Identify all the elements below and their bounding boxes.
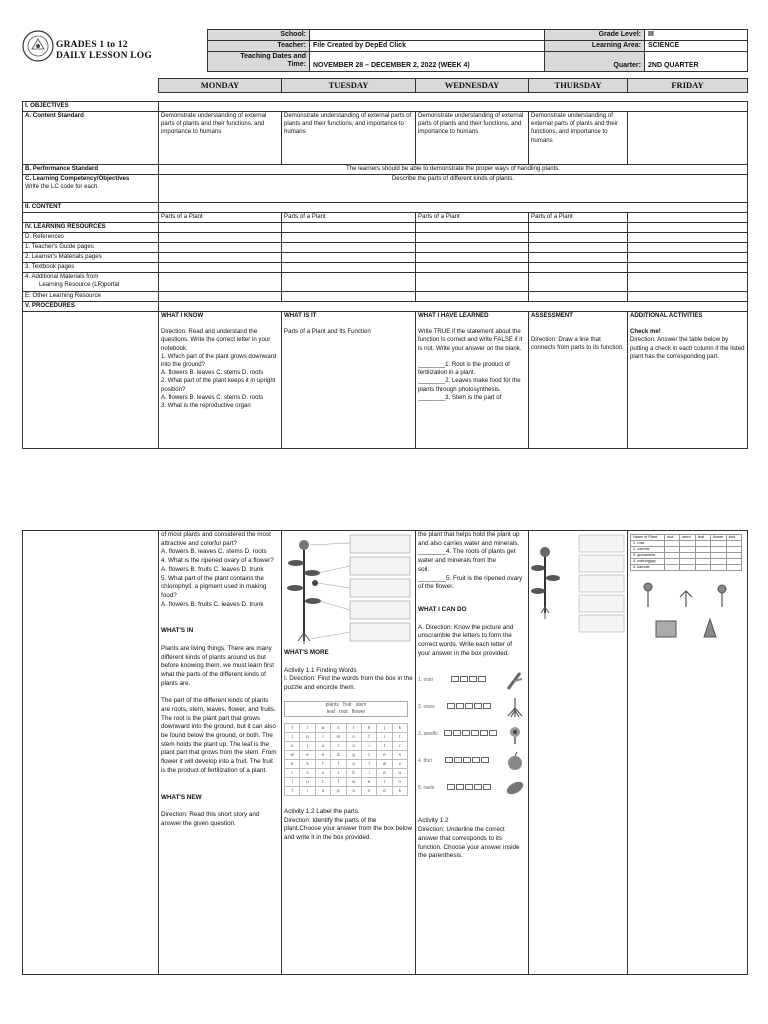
puzzle-cell: h <box>361 723 376 732</box>
puzzle-cell: e <box>315 750 330 759</box>
scramble-word: 3. awslfo <box>418 730 438 737</box>
content-standard-label: A. Content Standard <box>23 112 159 165</box>
plant-parts-diagram <box>284 533 412 645</box>
puzzle-cell: r <box>285 768 300 777</box>
puzzle-cell: n <box>346 732 361 741</box>
check-table-head: flower <box>711 535 726 541</box>
quarter-label: Quarter: <box>545 52 645 72</box>
puzzle-cell: v <box>392 759 407 768</box>
competency-label-1: C. Learning Competency/Objectives <box>25 175 130 182</box>
puzzle-cell: o <box>315 768 330 777</box>
am-label-2: Learning Resource (LR)portal <box>39 281 120 289</box>
log-title <box>56 40 152 62</box>
check-table-plant: 4. malunggay <box>631 559 665 565</box>
tb-label: 3. Textbook pages <box>23 263 159 273</box>
school-label: School: <box>208 30 310 41</box>
roots-picture-icon <box>504 696 526 718</box>
performance-standard-label: B. Performance Standard <box>23 165 159 175</box>
quarter-value: 2ND QUARTER <box>645 52 748 72</box>
proc-wed <box>416 312 529 449</box>
tg-label: 1. Teacher's Guide pages <box>23 243 159 253</box>
puzzle-cell: t <box>392 732 407 741</box>
grade-label: Grade Level: <box>545 30 645 41</box>
deped-seal-icon <box>22 29 54 63</box>
references-label: D. References <box>23 233 159 243</box>
proc-mon-body: Direction: Read and understand the questions. Write the correct letter in your notebook. 1. Which part of the plant grows downward into the ground? A. flowers B. leaves C. stems D. roots 2. What part of the plant keeps it in upright position? A. flowers B. leaves C. stems D. roots 3. What is the reproductive organ <box>161 328 277 410</box>
puzzle-cell: t <box>331 768 346 777</box>
objectives-heading: I. OBJECTIVES <box>23 102 159 112</box>
whats-in-head: WHAT'S IN <box>161 627 194 635</box>
content-mon: Parts of a Plant <box>159 213 282 223</box>
p2-wed-top: the plant that helps hold the plant up and also carries water and minerals. ________4. The roots of plants get water and minerals from the soil. ________5. Fruit is the ripened ovary of the flower. <box>418 531 523 591</box>
lesson-log-table <box>22 101 748 449</box>
puzzle-cell: i <box>300 786 315 795</box>
check-table-plant: 3. gumamela <box>631 553 665 559</box>
puzzle-cell: k <box>392 786 407 795</box>
puzzle-cell: k <box>392 723 407 732</box>
check-table-plant: 2. camote <box>631 547 665 553</box>
proc-tue <box>282 312 416 449</box>
content-wed: Parts of a Plant <box>416 213 529 223</box>
other-label: E. Other Learning Resource <box>23 292 159 302</box>
area-label: Learning Area: <box>545 41 645 52</box>
puzzle-cell: e <box>377 768 392 777</box>
can-do-body: A. Direction: Know the picture and unscramble the letters to form the correct words. Write each letter of your answer in the box provided. <box>418 623 514 657</box>
word-box-item: root <box>339 708 348 715</box>
puzzle-cell: f <box>331 777 346 786</box>
fruit-picture-icon <box>504 750 526 772</box>
content-standard-tue: Demonstrate understanding of external parts of plants and their functions, and importance to humans <box>282 112 416 165</box>
proc-wed-head: WHAT I HAVE LEARNED <box>418 312 489 319</box>
p2-mon-top: of most plants and considered the most attractive and colorful part? A. flowers B. leaves C. stems D. roots 4. What is the ripened ovary of a flower? A. flowers B. fruits C. leaves D. trunk 5. What part of the plant contains the chlorophyll, a pigment used in making food? A. flowers B. fruits C. leaves D. trunk <box>161 531 274 608</box>
word-box <box>284 701 408 717</box>
answer-boxes <box>444 730 498 739</box>
puzzle-cell: l <box>285 777 300 786</box>
proc-tue-head: WHAT IS IT <box>284 312 317 319</box>
puzzle-cell: r <box>300 723 315 732</box>
puzzle-cell: u <box>392 768 407 777</box>
proc-fri-body: Direction: Answer the table below by putting a check in each column if the listed plant has the corresponding part. <box>630 336 745 360</box>
title-line-2: DAILY LESSON LOG <box>56 51 152 61</box>
competency-label <box>23 175 159 203</box>
puzzle-row <box>285 759 408 768</box>
puzzle-cell: m <box>331 732 346 741</box>
learning-resources-heading: IV. LEARNING RESOURCES <box>23 223 159 233</box>
puzzle-cell: u <box>300 777 315 786</box>
proc-tue-body: Parts of a Plant and Its Function <box>284 328 371 336</box>
puzzle-row <box>285 750 408 759</box>
puzzle-cell: s <box>331 723 346 732</box>
school-value <box>310 30 545 41</box>
whats-new-body: Direction: Read this short story and answer the given question. <box>161 811 260 827</box>
plant-pictures <box>630 577 742 647</box>
area-value: SCIENCE <box>645 41 748 52</box>
dates-value: NOVEMBER 28 – DECEMBER 2, 2022 (WEEK 4) <box>310 52 545 72</box>
puzzle-cell: l <box>285 732 300 741</box>
activity-1-1-text: Activity 1.1 Finding Words I. Direction: Find the words from the box in the puzzle and encircle them. <box>284 666 413 692</box>
answer-boxes <box>447 784 492 793</box>
title-line-1: GRADES 1 to 12 <box>56 40 128 50</box>
scramble-word: 1. mstr <box>418 676 434 683</box>
stem-picture-icon <box>504 669 526 691</box>
lm-label: 2. Learner's Materials pages <box>23 253 159 263</box>
puzzle-cell: i <box>361 768 376 777</box>
p2-mon <box>159 531 282 975</box>
puzzle-cell: l <box>315 732 330 741</box>
puzzle-cell: o <box>315 741 330 750</box>
word-box-item: stem <box>355 701 367 708</box>
am-label-1: 4. Additional Materials from <box>25 273 99 280</box>
puzzle-cell: g <box>346 750 361 759</box>
puzzle-cell: s <box>361 786 376 795</box>
puzzle-cell: r <box>377 732 392 741</box>
puzzle-cell: t <box>315 777 330 786</box>
puzzle-cell: j <box>377 723 392 732</box>
puzzle-cell: r <box>377 777 392 786</box>
word-box-item: flower <box>351 708 366 715</box>
word-box-item: plants <box>325 701 339 708</box>
content-fri <box>628 213 748 223</box>
scramble-list <box>418 666 526 801</box>
puzzle-cell: u <box>315 786 330 795</box>
puzzle-cell: i <box>361 741 376 750</box>
day-monday: MONDAY <box>159 79 282 93</box>
content-standard-wed: Demonstrate understanding of external parts of plants and their functions, and importance to humans <box>416 112 529 165</box>
competency-text: Describe the parts of different kinds of plants. <box>159 175 748 203</box>
puzzle-row <box>285 777 408 786</box>
puzzle-cell: u <box>346 741 361 750</box>
check-table-plant: 1. rose <box>631 541 665 547</box>
check-table-head: leaf <box>695 535 710 541</box>
check-table-plant: 5. kamote <box>631 565 665 571</box>
leaf-picture-icon <box>504 777 526 799</box>
dates-label-1: Teaching Dates and <box>240 53 306 60</box>
content-heading: II. CONTENT <box>23 203 159 213</box>
days-header <box>158 78 748 93</box>
performance-standard-text: The learners should be able to demonstrate the proper ways of handling plants. <box>159 165 748 175</box>
whats-more-head: WHAT'S MORE <box>284 649 329 656</box>
puzzle-row <box>285 786 408 795</box>
puzzle-cell: f <box>361 732 376 741</box>
puzzle-row <box>285 732 408 741</box>
teacher-label: Teacher: <box>208 41 310 52</box>
puzzle-cell: w <box>346 777 361 786</box>
dates-label <box>208 52 310 72</box>
proc-mon <box>159 312 282 449</box>
page-2-table <box>22 530 748 975</box>
puzzle-cell: d <box>331 750 346 759</box>
page-1 <box>0 0 768 470</box>
puzzle-cell: f <box>315 759 330 768</box>
puzzle-cell: u <box>346 759 361 768</box>
puzzle-cell: p <box>300 732 315 741</box>
puzzle-cell: s <box>392 750 407 759</box>
puzzle-cell: e <box>377 750 392 759</box>
proc-thu-body: Direction: Draw a line that connects from parts to its function. <box>531 336 624 352</box>
content-label-blank <box>23 213 159 223</box>
am-label <box>23 273 159 292</box>
puzzle-cell: b <box>346 768 361 777</box>
puzzle-cell: w <box>285 750 300 759</box>
puzzle-row <box>285 741 408 750</box>
puzzle-cell: u <box>346 786 361 795</box>
assessment-matching-diagram <box>531 533 626 633</box>
puzzle-cell: t <box>377 741 392 750</box>
content-standard-mon: Demonstrate understanding of external parts of plants and their functions, and importance to humans <box>159 112 282 165</box>
flower-picture-icon <box>504 723 526 745</box>
puzzle-cell: l <box>361 759 376 768</box>
procedures-label-blank <box>23 312 159 449</box>
content-tue: Parts of a Plant <box>282 213 416 223</box>
proc-mon-head: WHAT I KNOW <box>161 312 204 319</box>
activity-1-2b-text: Activity 1.2 Direction: Underline the correct answer that corresponds to its function. Choose your answer inside the parenthesis. <box>418 817 520 860</box>
grade-value: III <box>645 30 748 41</box>
scramble-word: 5. ravle <box>418 784 435 791</box>
puzzle-cell: a <box>315 723 330 732</box>
day-wednesday: WEDNESDAY <box>416 79 529 93</box>
answer-boxes <box>451 676 487 685</box>
procedures-heading: V. PROCEDURES <box>23 302 159 312</box>
puzzle-cell: e <box>361 777 376 786</box>
puzzle-cell: t <box>361 750 376 759</box>
proc-fri-sub: Check me! <box>630 328 661 336</box>
p2-tue <box>282 531 416 975</box>
scramble-row <box>418 693 526 720</box>
puzzle-cell: r <box>331 741 346 750</box>
check-table <box>630 534 742 571</box>
whats-in-body: Plants are living things. There are many different kinds of plants around us but before knowing them, we must learn first what the parts of the different kinds of plants are. The part of the different kinds of plants are roots, stem, leaves, flower, and fruits. The root is the plant part that grows downward into the ground, but it can also be found below the ground, or both. The stem holds the plant up. The leaf is the plant part that grows from the stem. From flower it will develop into a fruit. The fruit is the product of fertilization of a plant. <box>161 645 277 774</box>
puzzle-cell: k <box>300 759 315 768</box>
puzzle-cell: w <box>377 759 392 768</box>
puzzle-cell: f <box>331 759 346 768</box>
puzzle-row <box>285 768 408 777</box>
p2-thu <box>529 531 628 975</box>
proc-fri-head: ADDITIONAL ACTIVITIES <box>630 312 703 319</box>
proc-thu-head: ASSESSMENT <box>531 312 573 319</box>
answer-boxes <box>447 703 492 712</box>
scramble-row <box>418 666 526 693</box>
check-table-head: stem <box>680 535 695 541</box>
word-box-item: fruit <box>343 701 352 708</box>
puzzle-cell: o <box>300 768 315 777</box>
p2-label-blank <box>23 531 159 975</box>
puzzle-cell: t <box>346 723 361 732</box>
scramble-row <box>418 720 526 747</box>
dates-label-2: Time: <box>287 61 306 68</box>
activity-1-2-text: Activity 1.2 Label the parts. Direction: Identify the parts of the plant.Choose your answer from the box below and write it in the box provided. <box>284 807 413 841</box>
teacher-value: File Created by DepEd Click <box>310 41 545 52</box>
puzzle-cell: d <box>377 786 392 795</box>
puzzle-row <box>285 723 408 732</box>
check-table-head: root <box>665 535 680 541</box>
word-puzzle-grid <box>284 723 408 796</box>
puzzle-cell: f <box>285 786 300 795</box>
check-table-head: fruit <box>726 535 741 541</box>
competency-label-2: Write the LC code for each. <box>25 183 100 191</box>
scramble-row <box>418 774 526 801</box>
what-i-can-do-head: WHAT I CAN DO <box>418 605 467 613</box>
word-box-item: leaf <box>326 708 335 715</box>
proc-wed-body: Write TRUE if the statement about the function is correct and write FALSE if it is not. Write your answer on the blank. ________1. Root is the product of fertilization in a plant. ________2. Leaves make food for the plants through photosynthesis. ________3. Stem is the part of <box>418 328 523 401</box>
day-tuesday: TUESDAY <box>282 79 416 93</box>
header-info-table <box>207 29 748 72</box>
scramble-row <box>418 747 526 774</box>
puzzle-cell: p <box>331 786 346 795</box>
puzzle-cell: r <box>392 741 407 750</box>
puzzle-cell: e <box>300 750 315 759</box>
answer-boxes <box>445 757 490 766</box>
whats-new-head: WHAT'S NEW <box>161 793 202 801</box>
puzzle-cell: n <box>392 777 407 786</box>
content-standard-thu: Demonstrate understanding of external parts of plants and their functions, and importance to humans <box>529 112 628 165</box>
scramble-word: 2. otors <box>418 703 435 710</box>
check-table-head: Name of Plant <box>631 535 665 541</box>
puzzle-cell: e <box>285 759 300 768</box>
puzzle-cell: o <box>285 741 300 750</box>
day-friday: FRIDAY <box>628 79 748 93</box>
objectives-blank <box>159 102 748 112</box>
scramble-word: 4. tfuri <box>418 757 432 764</box>
content-standard-fri <box>628 112 748 165</box>
day-thursday: THURSDAY <box>529 79 628 93</box>
content-thu: Parts of a Plant <box>529 213 628 223</box>
p2-wed <box>416 531 529 975</box>
proc-fri <box>628 312 748 449</box>
puzzle-cell: f <box>285 723 300 732</box>
proc-thu <box>529 312 628 449</box>
content-blank <box>159 203 748 213</box>
puzzle-cell: j <box>300 741 315 750</box>
p2-fri <box>628 531 748 975</box>
